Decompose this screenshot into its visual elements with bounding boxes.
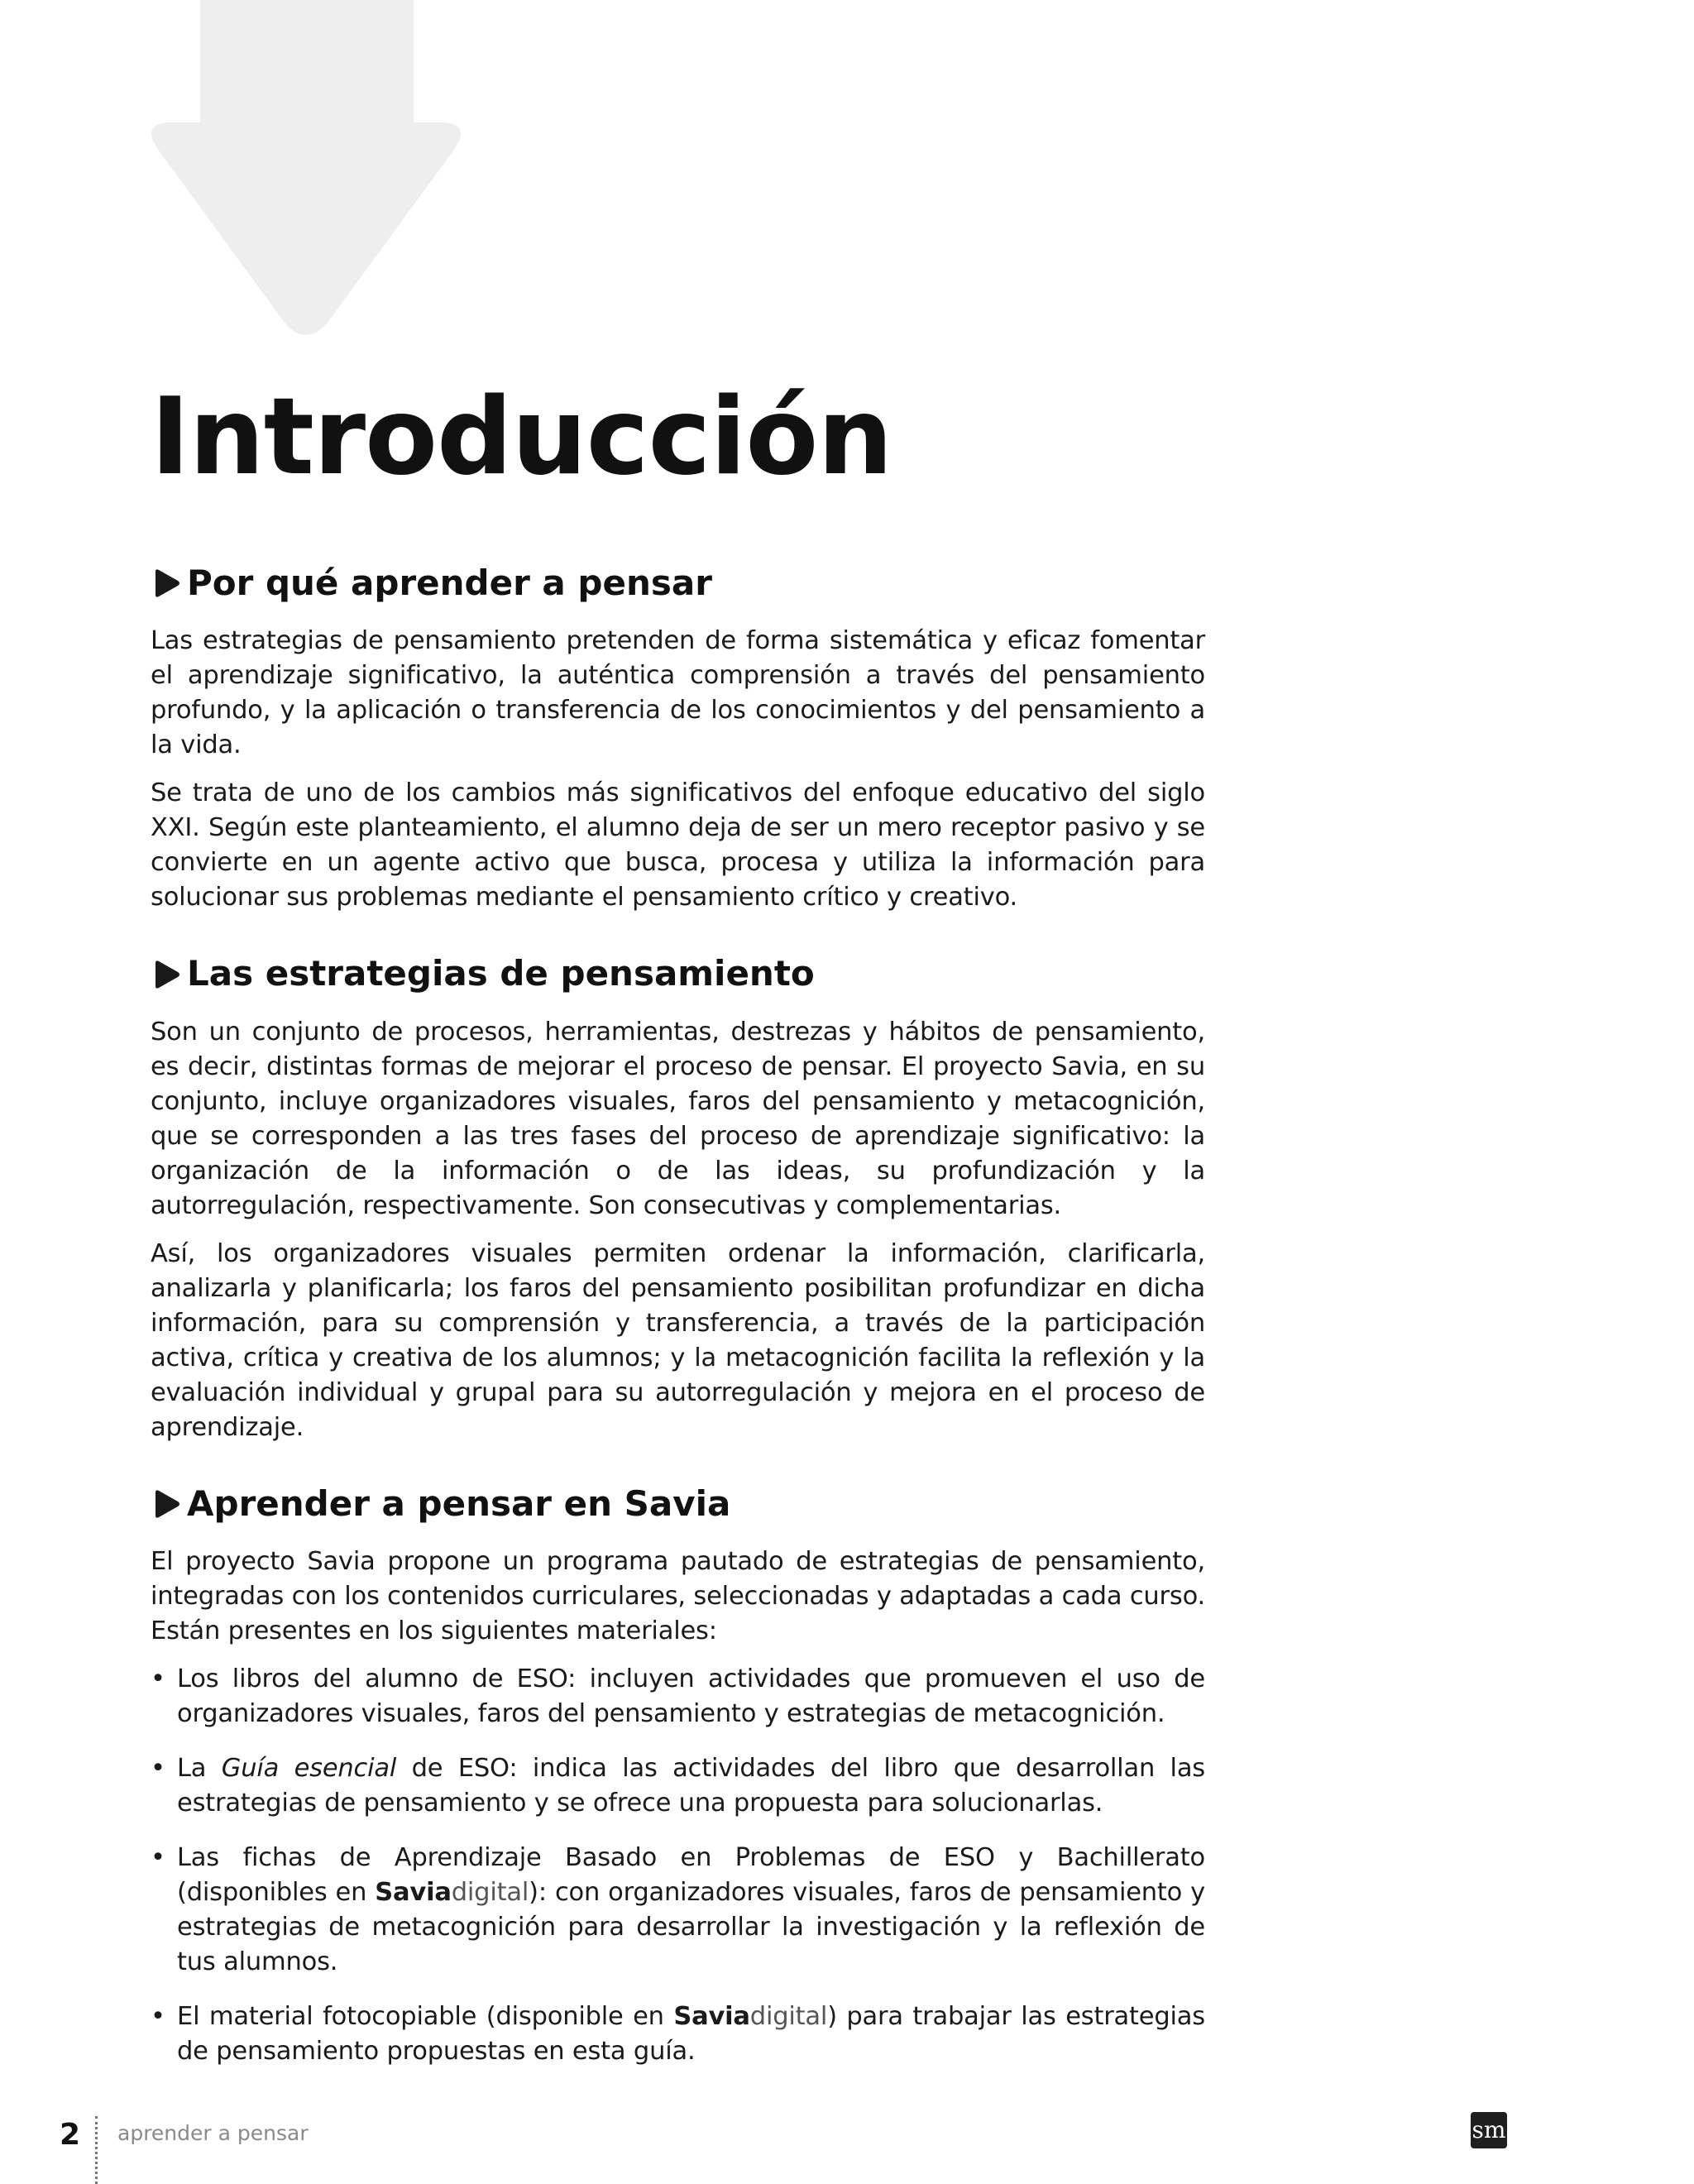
list-item-text: ) para trabajar las estrategias de pensamiento propuestas en esta guía. [177,2002,1205,2067]
triangle-play-icon [151,959,182,990]
section-savia [151,1483,1205,2069]
guide-title: Guía esencial [221,1754,397,1784]
page-number: 2 [60,2118,81,2152]
footer-divider [95,2116,98,2184]
list-item [151,1751,1205,1821]
section-por-que [151,563,1205,915]
list-item-text: La [177,1754,222,1784]
list-item [151,2000,1205,2069]
down-arrow-icon [132,0,480,339]
section-heading-text: Por qué aprender a pensar [187,563,712,603]
brand-bold: Savia [673,2002,750,2032]
running-title: aprender a pensar [117,2121,309,2145]
section-heading [151,563,1205,604]
bullet-dot: • [151,1664,165,1694]
paragraph: Son un conjunto de procesos, herramientas, destrezas y hábitos de pensamiento, es decir, distintas formas de mejorar el proceso de pensar. El proyecto Savia, en su conjunto, incluye organizadores visuales, faros del pensamiento y metacognición, que se corresponden a las tres fases del proceso de aprendizaje significativo: la organización de la información o de las ideas, su profundización y la autorregulación, respectivamente. Son consecutivas y complementarias. [151,1017,1205,1220]
list-item-text: Las fichas de Aprendizaje Basado en Problemas de ESO y Bachillerato (disponibles en [177,1843,1205,1908]
section-heading [151,1483,1205,1525]
list-item [151,1662,1205,1731]
section-estrategias [151,953,1205,1444]
list-item-text: Los libros del alumno de ESO: incluyen actividades que promueven el uso de organizadores visuales, faros del pensamiento y estrategias de metacognición. [177,1664,1205,1729]
paragraph: El proyecto Savia propone un programa pautado de estrategias de pensamiento, integradas con los contenidos curriculares, seleccionadas y adaptadas a cada curso. Están presentes en los siguientes materiales: [151,1547,1205,1646]
list-item-text: de ESO: indica las actividades del libro que desarrollan las estrategias de pensamiento y se ofrece una propuesta para solucionarlas. [177,1754,1205,1818]
brand-bold: Savia [375,1878,452,1908]
main-content [151,563,1205,2089]
bullet-dot: • [151,1843,165,1873]
brand-light: digital [451,1878,529,1908]
materials-list [151,1662,1205,2069]
paragraph: Se trata de uno de los cambios más significativos del enfoque educativo del siglo XXI. Según este planteamiento, el alumno deja de ser un mero receptor pasivo y se convierte en un agente activo que busca, procesa y utiliza la información para solucionar sus problemas mediante el pensamiento crítico y creativo. [151,778,1205,912]
bullet-dot: • [151,2002,165,2032]
triangle-play-icon [151,1488,182,1520]
paragraph: Así, los organizadores visuales permiten ordenar la información, clarificarla, analizarla y planificarla; los faros del pensamiento posibilitan profundizar en dicha información, para su comprensión y transferencia, a través de la participación activa, crítica y creativa de los alumnos; y la metacognición facilita la reflexión y la evaluación individual y grupal para su autorregulación y mejora en el proceso de aprendizaje. [151,1238,1205,1442]
section-heading-text: Las estrategias de pensamiento [187,953,815,994]
list-item [151,1841,1205,1980]
list-item-text: El material fotocopiable (disponible en [177,2002,674,2032]
section-heading [151,953,1205,994]
bullet-dot: • [151,1754,165,1784]
list-item-text: ): con organizadores visuales, faros de pensamiento y estrategias de metacognición para desarrollar la investigación y la reflexión de tus alumnos. [177,1878,1205,1977]
page-title: Introducción [151,376,892,499]
paragraph: Las estrategias de pensamiento pretenden de forma sistemática y eficaz fomentar el aprendizaje significativo, la auténtica comprensión a través del pensamiento profundo, y la aplicación o transferencia de los conocimientos y del pensamiento a la vida. [151,626,1205,760]
brand-light: digital [749,2002,828,2032]
publisher-logo: sm [1471,2112,1507,2148]
triangle-play-icon [151,568,182,599]
section-heading-text: Aprender a pensar en Savia [187,1482,731,1524]
